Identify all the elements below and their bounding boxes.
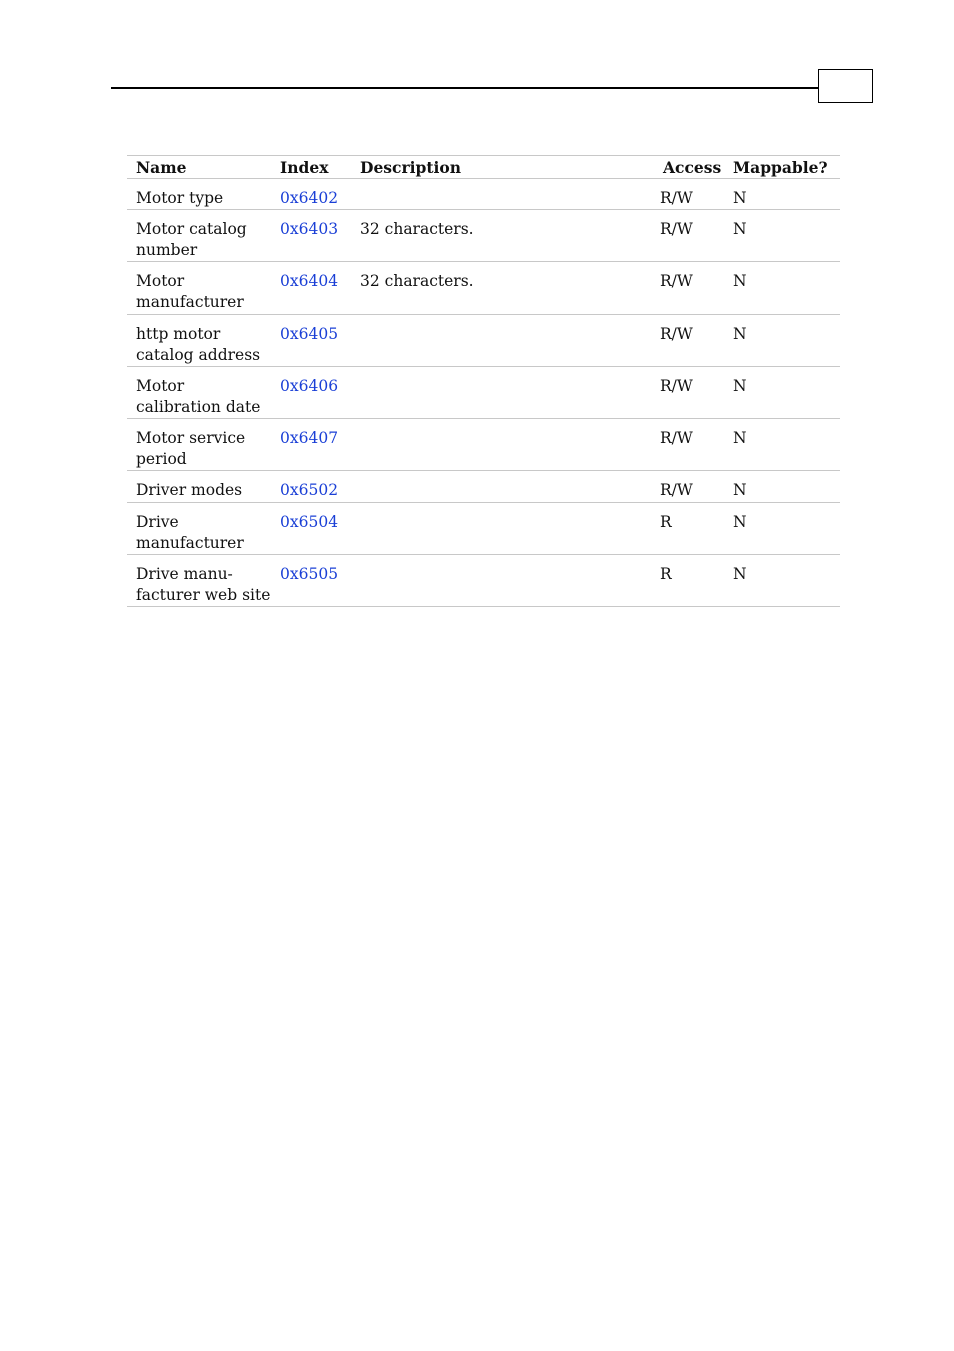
header-rule — [111, 87, 819, 89]
cell-name: http motor catalog address — [136, 325, 261, 364]
page-number-box — [818, 69, 873, 103]
cell-access: R/W — [660, 189, 693, 207]
table-row — [127, 419, 840, 471]
cell-description — [351, 480, 651, 502]
cell-index-link[interactable]: 0x6404 — [280, 272, 339, 290]
header-name: Name — [136, 157, 187, 177]
table-row — [127, 210, 840, 262]
cell-index-link[interactable]: 0x6405 — [280, 325, 339, 343]
cell-access: R/W — [660, 429, 693, 447]
cell-mappable: N — [733, 429, 747, 447]
cell-index-link[interactable]: 0x6504 — [280, 513, 339, 531]
header-index: Index — [280, 157, 329, 177]
cell-index-link[interactable]: 0x6403 — [280, 220, 339, 238]
object-table — [127, 155, 840, 607]
cell-name: Motor calibration date — [136, 377, 261, 416]
cell-description — [351, 564, 651, 606]
cell-mappable: N — [733, 220, 747, 238]
cell-mappable: N — [733, 325, 747, 343]
cell-description: 32 characters. — [360, 220, 474, 238]
cell-mappable: N — [733, 189, 747, 207]
table-row — [127, 315, 840, 367]
table-row — [127, 471, 840, 503]
table-row — [127, 262, 840, 315]
header-description: Description — [360, 157, 462, 177]
table-row — [127, 555, 840, 607]
cell-mappable: N — [733, 481, 747, 499]
cell-mappable: N — [733, 272, 747, 290]
header-mappable: Mappable? — [733, 157, 828, 177]
cell-index-link[interactable]: 0x6505 — [280, 565, 339, 583]
cell-mappable: N — [733, 565, 747, 583]
table-row — [127, 179, 840, 210]
cell-index-link[interactable]: 0x6406 — [280, 377, 339, 395]
cell-name: Driver modes — [136, 481, 243, 499]
table-row — [127, 367, 840, 419]
cell-name: Motor catalog number — [136, 220, 247, 259]
cell-access: R — [660, 513, 672, 531]
cell-access: R/W — [660, 220, 693, 238]
cell-index-link[interactable]: 0x6502 — [280, 481, 339, 499]
table-header-row — [127, 155, 840, 179]
cell-description — [351, 428, 651, 470]
cell-access: R/W — [660, 481, 693, 499]
cell-index-link[interactable]: 0x6402 — [280, 189, 339, 207]
cell-name: Drive manufacturer — [136, 513, 244, 552]
table-row — [127, 503, 840, 555]
cell-description — [351, 188, 651, 209]
cell-name: Motor manufacturer — [136, 272, 244, 311]
cell-name: Motor type — [136, 189, 224, 207]
cell-access: R — [660, 565, 672, 583]
cell-name: Drive manu-facturer web site — [136, 565, 271, 604]
cell-description: 32 characters. — [360, 272, 474, 290]
cell-index-link[interactable]: 0x6407 — [280, 429, 339, 447]
cell-access: R/W — [660, 325, 693, 343]
cell-mappable: N — [733, 377, 747, 395]
header-access: Access — [663, 157, 722, 177]
cell-description — [351, 324, 651, 366]
cell-access: R/W — [660, 377, 693, 395]
cell-access: R/W — [660, 272, 693, 290]
cell-description — [351, 512, 651, 554]
cell-name: Motor service period — [136, 429, 246, 468]
cell-description — [351, 376, 651, 418]
cell-mappable: N — [733, 513, 747, 531]
